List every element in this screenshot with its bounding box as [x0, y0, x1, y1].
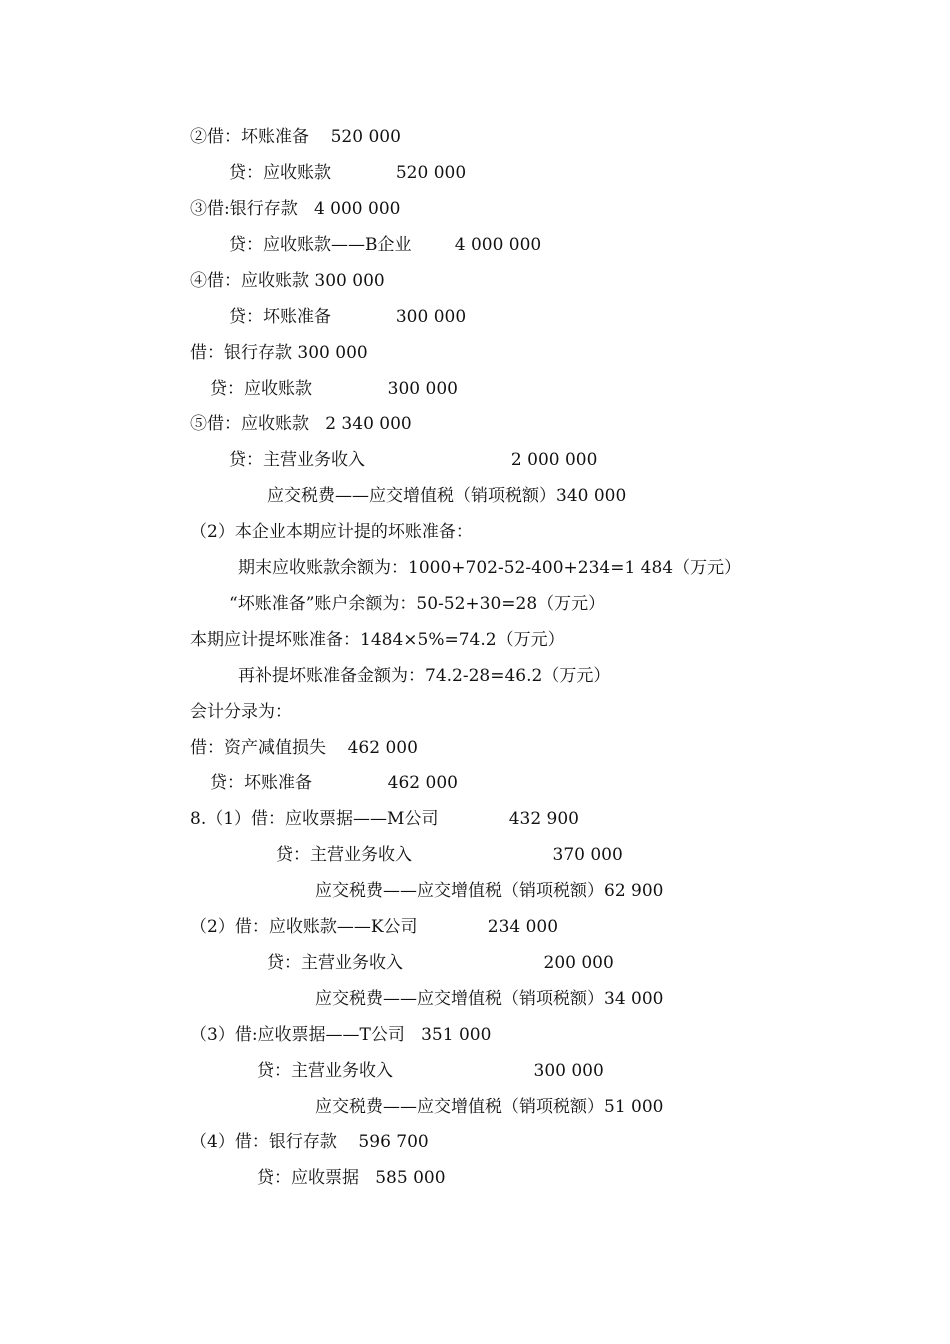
text-line: ③借:银行存款 4 000 000 [190, 199, 401, 219]
text-line: 贷：应收账款 520 000 [229, 163, 467, 183]
text-line: （3）借:应收票据——T公司 351 000 [190, 1025, 492, 1045]
text-line: 本期应计提坏账准备：1484×5%=74.2（万元） [190, 630, 565, 650]
text-line: （2）借：应收账款——K公司 234 000 [190, 917, 559, 937]
text-line: 应交税费——应交增值税（销项税额）51 000 [315, 1097, 664, 1117]
text-line: ⑤借：应收账款 2 340 000 [190, 414, 412, 434]
text-line: 贷：坏账准备 462 000 [210, 773, 458, 793]
text-line: 贷：主营业务收入 200 000 [267, 953, 614, 973]
text-line: 借：资产减值损失 462 000 [190, 738, 418, 758]
text-line: ②借：坏账准备 520 000 [190, 127, 401, 147]
text-line: 贷：主营业务收入 2 000 000 [229, 450, 598, 470]
text-line: “坏账准备”账户余额为：50-52+30=28（万元） [229, 594, 606, 614]
text-line: 应交税费——应交增值税（销项税额）62 900 [315, 881, 664, 901]
text-line: ④借：应收账款 300 000 [190, 271, 385, 291]
text-line: 贷：应收账款——B企业 4 000 000 [229, 235, 542, 255]
text-line: 会计分录为： [190, 702, 292, 722]
text-line: 贷：应收账款 300 000 [210, 379, 458, 399]
text-line: 贷：应收票据 585 000 [257, 1168, 446, 1188]
text-line: 8.（1）借：应收票据——M公司 432 900 [190, 809, 579, 829]
text-line: 应交税费——应交增值税（销项税额）340 000 [267, 486, 627, 506]
text-line: （4）借：银行存款 596 700 [190, 1132, 429, 1152]
text-line: 借：银行存款 300 000 [190, 343, 368, 363]
text-line: 应交税费——应交增值税（销项税额）34 000 [315, 989, 664, 1009]
text-line: 贷：主营业务收入 300 000 [257, 1061, 604, 1081]
text-line: 期末应收账款余额为：1000+702-52-400+234=1 484（万元） [238, 558, 742, 578]
text-line: 贷：主营业务收入 370 000 [276, 845, 623, 865]
text-line: （2）本企业本期应计提的坏账准备： [190, 522, 473, 542]
text-line: 贷：坏账准备 300 000 [229, 307, 467, 327]
text-line: 再补提坏账准备金额为：74.2-28=46.2（万元） [238, 666, 611, 686]
